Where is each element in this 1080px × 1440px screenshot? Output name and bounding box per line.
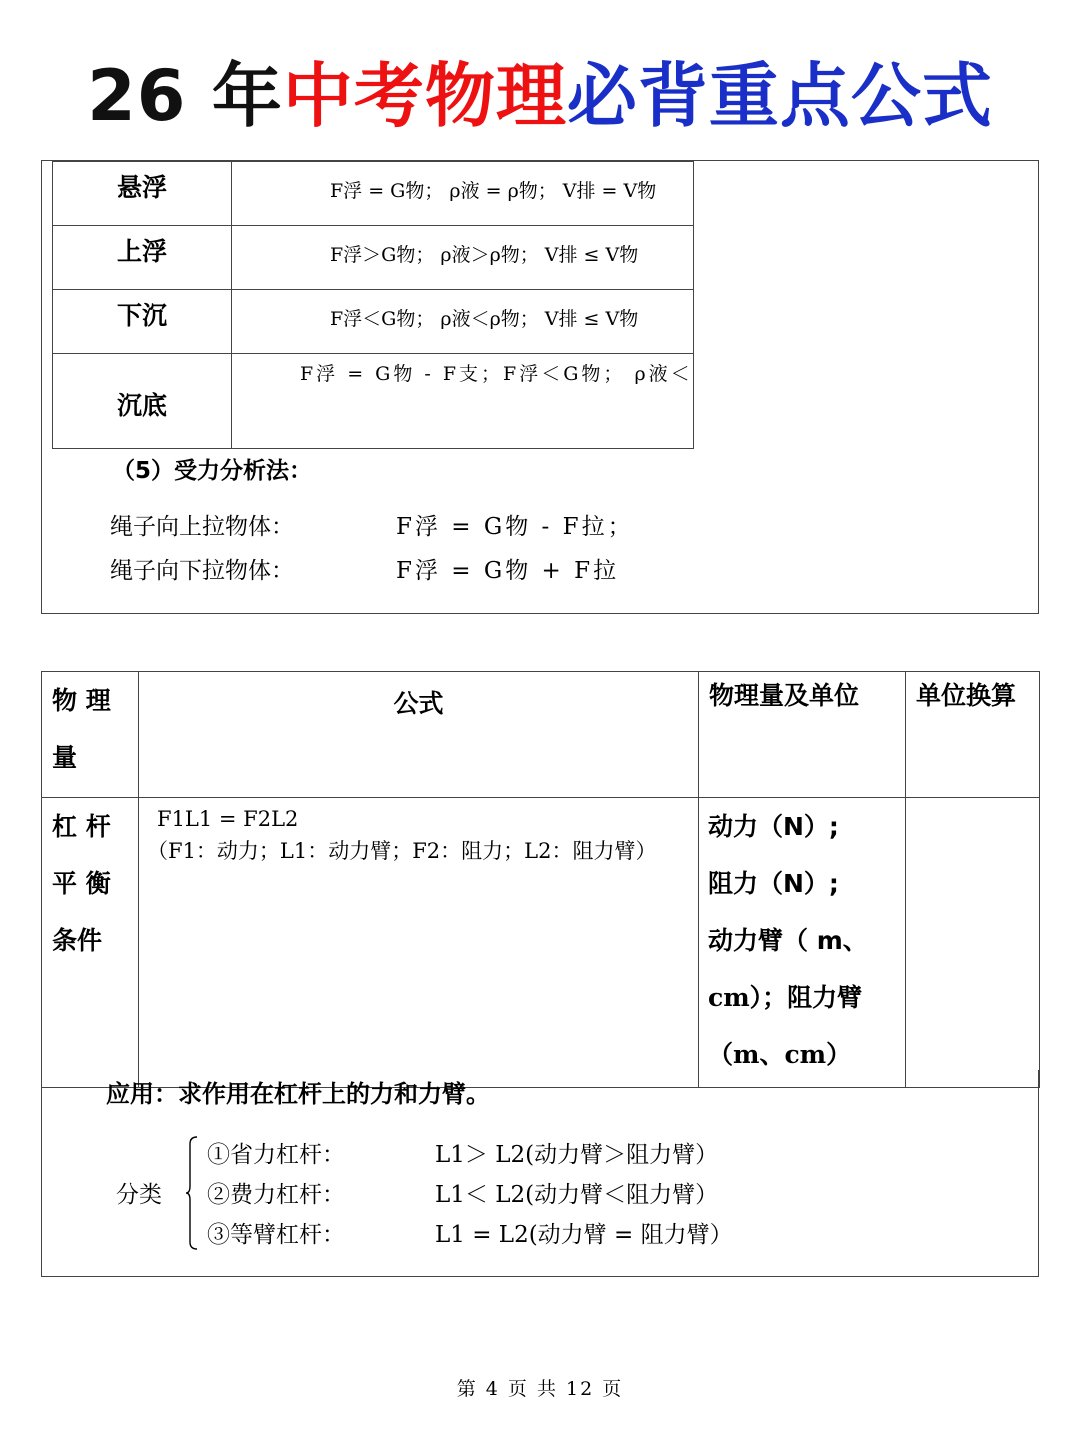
rope-down-row [110, 552, 619, 585]
lever-type-name: ②费力杠杆： [207, 1182, 345, 1208]
lever-type-relation: L1＜ L2(动力臂＜阻力臂） [435, 1182, 719, 1208]
rope-up-formula: F浮 = G物 - F拉； [396, 514, 634, 540]
buoyancy-table [52, 161, 694, 449]
lever-type-relation: L1＞ L2(动力臂＞阻力臂） [435, 1142, 719, 1168]
title-subject: 中考物理 [282, 55, 567, 137]
lever-units: 动力（N）; 阻力（N）; 动力臂（ m、 cm）；阻力臂 （m、cm） [699, 798, 906, 1088]
rope-up-row [110, 508, 634, 541]
state-formula: F浮＜G物； ρ液＜ρ物； V排 ≤ V物 [232, 290, 694, 354]
state-label: 上浮 [53, 226, 232, 290]
lever-name: 杠 杆 平 衡 条件 [42, 798, 139, 1088]
lever-type-row [207, 1136, 718, 1169]
lever-type-name: ③等臂杠杆： [207, 1222, 345, 1248]
header-units: 物理量及单位 [699, 672, 906, 798]
table-row [53, 354, 694, 449]
table-header-row [42, 672, 1040, 798]
header-conversion: 单位换算 [906, 672, 1040, 798]
page-title [0, 48, 1080, 144]
lever-legend: （F1：动力；L1：动力臂；F2：阻力；L2：阻力臂） [147, 839, 657, 863]
lever-table [41, 671, 1040, 1088]
state-label: 悬浮 [53, 162, 232, 226]
page-number: 第 4 页 共 12 页 [456, 1378, 624, 1400]
table-row [53, 226, 694, 290]
table-row [53, 162, 694, 226]
lever-formula-cell [139, 798, 699, 1088]
rope-down-formula: F浮 = G物 + F拉 [396, 558, 620, 584]
title-topic: 必背重点公式 [566, 55, 993, 137]
rope-up-label: 绳子向上拉物体： [110, 514, 294, 540]
header-quantity: 物 理 量 [42, 672, 139, 798]
state-label: 下沉 [53, 290, 232, 354]
header-formula: 公式 [139, 672, 699, 798]
lever-type-name: ①省力杠杆： [207, 1142, 345, 1168]
category-label: 分类 [116, 1182, 162, 1208]
brace-icon [186, 1136, 198, 1250]
table-row [53, 290, 694, 354]
lever-conversion [906, 798, 1040, 1088]
state-label: 沉底 [53, 354, 232, 449]
lever-type-relation: L1 = L2(动力臂 = 阻力臂） [435, 1222, 733, 1248]
lever-type-row [207, 1216, 733, 1249]
application-heading: 应用：求作用在杠杆上的力和力臂。 [106, 1080, 490, 1108]
title-year: 26 年 [87, 55, 283, 137]
table-row [42, 798, 1040, 1088]
lever-formula: F1L1 = F2L2 [157, 807, 299, 831]
state-formula: F浮 = G物 - F支；F浮＜G物； ρ液＜ [232, 354, 694, 449]
rope-down-label: 绳子向下拉物体： [110, 558, 294, 584]
state-formula: F浮 = G物； ρ液 = ρ物； V排 = V物 [232, 162, 694, 226]
state-formula: F浮＞G物； ρ液＞ρ物； V排 ≤ V物 [232, 226, 694, 290]
lever-type-row [207, 1176, 718, 1209]
force-analysis-heading: （5）受力分析法： [112, 458, 313, 484]
